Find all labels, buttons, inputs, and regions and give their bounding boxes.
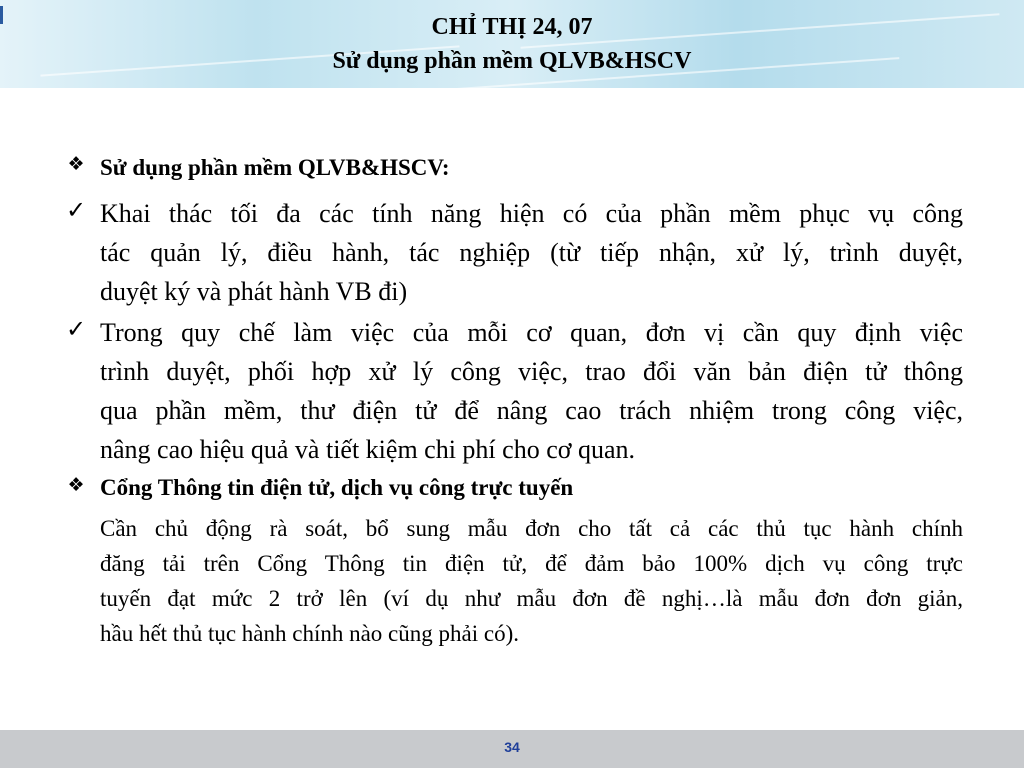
bullet-item-line: trình duyệt, phối hợp xử lý công việc, trao đổi văn bản điện tử thông bbox=[100, 357, 963, 386]
paragraph-line: Cần chủ động rà soát, bổ sung mẫu đơn cho tất cả các thủ tục hành chính bbox=[100, 516, 963, 541]
slide-title-line-2: Sử dụng phần mềm QLVB&HSCV bbox=[332, 48, 692, 74]
paragraph-line: hầu hết thủ tục hành chính nào cũng phải có). bbox=[100, 621, 519, 646]
check-bullet-icon: ✓ bbox=[65, 196, 87, 224]
paragraph-line: đăng tải trên Cổng Thông tin điện tử, để đảm bảo 100% dịch vụ công trực bbox=[100, 551, 963, 576]
bullet-item-line: tác quản lý, điều hành, tác nghiệp (từ tiếp nhận, xử lý, trình duyệt, bbox=[100, 238, 963, 267]
bullet-item-line: duyệt ký và phát hành VB đi) bbox=[100, 277, 408, 306]
paragraph-cong-thong-tin bbox=[100, 511, 963, 651]
page-number: 34 bbox=[504, 739, 520, 755]
section-heading-cong-thong-tin: Cổng Thông tin điện tử, dịch vụ công trực tuyến bbox=[100, 475, 574, 500]
bullet-item-line: Khai thác tối đa các tính năng hiện có của phần mềm phục vụ công bbox=[100, 199, 963, 228]
bullet-item-line: qua phần mềm, thư điện tử để nâng cao trách nhiệm trong công việc, bbox=[100, 396, 963, 425]
paragraph-line: tuyến đạt mức 2 trở lên (ví dụ như mẫu đơn đề nghị…là mẫu đơn đơn giản, bbox=[100, 586, 963, 611]
slide-title-line-1: CHỈ THỊ 24, 07 bbox=[431, 14, 593, 40]
section-heading-qlvb: Sử dụng phần mềm QLVB&HSCV: bbox=[100, 155, 450, 180]
check-bullet-icon: ✓ bbox=[65, 315, 87, 343]
diamond-bullet-icon: ❖ bbox=[67, 153, 85, 175]
diamond-bullet-icon: ❖ bbox=[67, 474, 85, 496]
bullet-item-quy-che bbox=[100, 313, 963, 469]
bullet-item-khai-thac bbox=[100, 194, 963, 311]
bullet-item-line: Trong quy chế làm việc của mỗi cơ quan, đơn vị cần quy định việc bbox=[100, 318, 963, 347]
bullet-item-line: nâng cao hiệu quả và tiết kiệm chi phí cho cơ quan. bbox=[100, 435, 636, 464]
